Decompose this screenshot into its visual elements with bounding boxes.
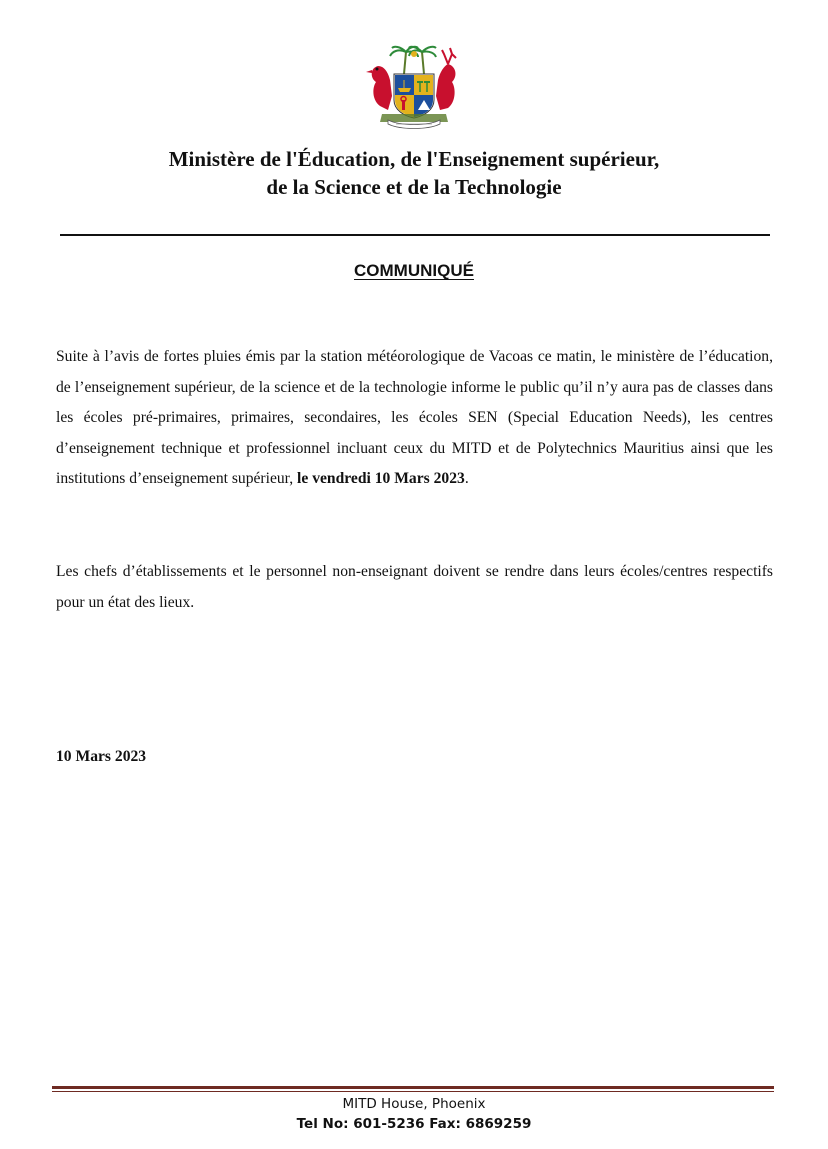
ministry-title-line-2: de la Science et de la Technologie bbox=[266, 175, 562, 199]
ministry-title bbox=[0, 145, 828, 201]
communique-date: 10 Mars 2023 bbox=[56, 748, 147, 765]
ministry-title-line-1: Ministère de l'Éducation, de l'Enseignement supérieur, bbox=[168, 147, 660, 171]
footer-divider-thin bbox=[52, 1091, 774, 1092]
palm-tree-right-icon bbox=[409, 47, 436, 74]
paragraph-1-end: . bbox=[464, 470, 469, 487]
footer-address: MITD House, Phoenix bbox=[342, 1096, 486, 1112]
footer-divider bbox=[52, 1086, 774, 1089]
header-divider bbox=[60, 234, 770, 236]
coat-of-arms-icon bbox=[360, 44, 468, 130]
footer bbox=[0, 1094, 828, 1134]
paragraph-1-date-emphasis: le vendredi 10 Mars 2023 bbox=[297, 470, 465, 487]
paragraph-1-text: Suite à l’avis de fortes pluies émis par la station météorologique de Vacoas ce matin, le ministère de l’éducation, de l’enseignement supérieur, de la science et de la technologie informe le public qu’il n’y aura pas de classes dans les écoles pré-primaires, primaires, secondaires, les écoles SEN (Special Education Needs), les centres d’enseignement technique et professionnel incluant ceux du MITD et de Polytechnics Mauritius ainsi que les institutions d’enseignement supérieur, bbox=[56, 348, 773, 487]
footer-contact: Tel No: 601-5236 Fax: 6869259 bbox=[296, 1116, 532, 1132]
shield-icon bbox=[394, 74, 434, 118]
communique-heading: COMMUNIQUÉ bbox=[354, 261, 474, 280]
communique-paragraph-2: Les chefs d’établissements et le personnel non-enseignant doivent se rendre dans leurs écoles/centres respectifs pour un état des lieux. bbox=[56, 563, 773, 611]
communique-paragraph-1 bbox=[56, 342, 773, 495]
